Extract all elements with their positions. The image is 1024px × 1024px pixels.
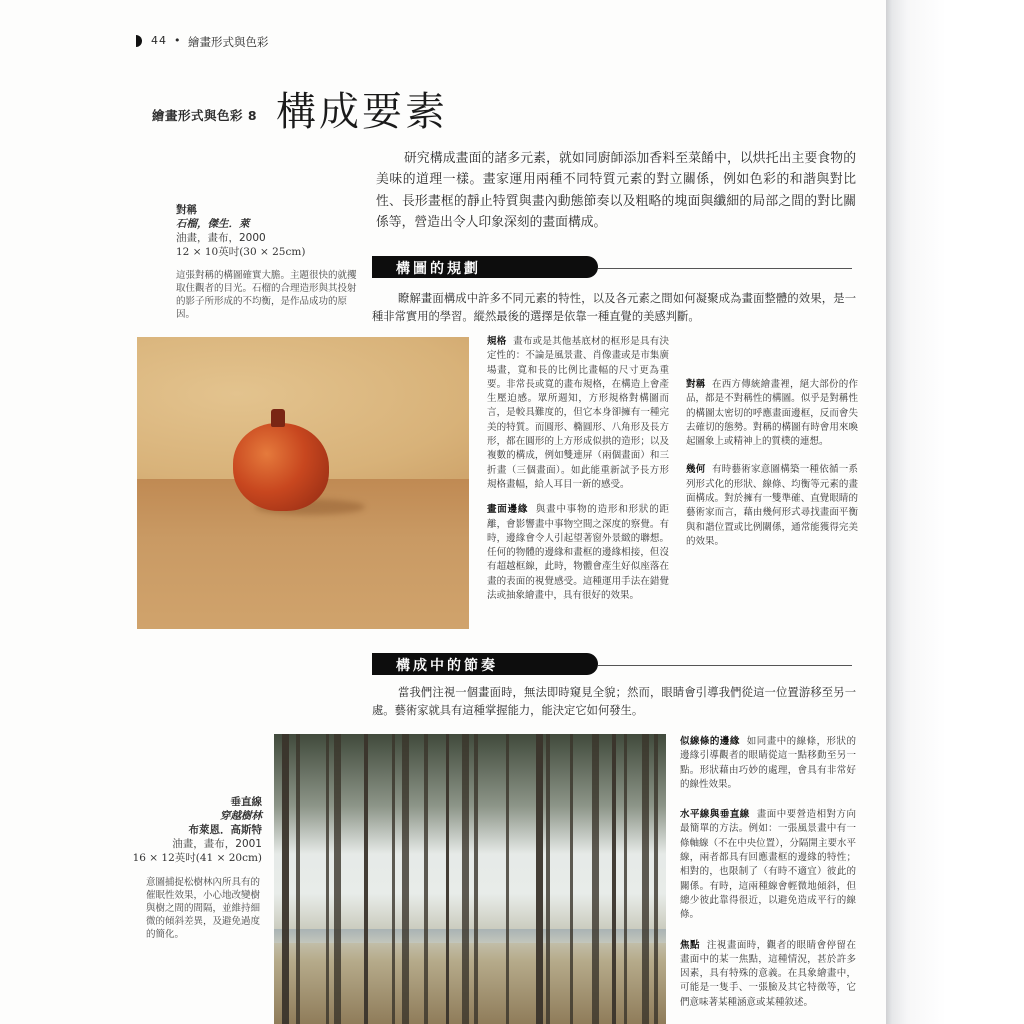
term-text: 在西方傳統繪畫裡，絕大部份的作品，都是不對稱性的構圖。似乎是對稱性的構圖太密切的呼應畫面邊框，反而會失去確切的態勢。對稱的構圖有時會用來喚起圖象上或精神上的質樸的連想。 — [686, 379, 858, 448]
caption-vertical — [120, 795, 262, 865]
section-rule — [598, 665, 852, 666]
tree-trunk — [536, 734, 543, 1024]
tree-trunk — [282, 734, 289, 1024]
tree-trunk — [612, 734, 616, 1024]
tree-trunk — [642, 734, 649, 1024]
page-title: 構成要素 — [276, 89, 448, 135]
caption-medium: 油畫，畫布，2001 — [172, 838, 262, 850]
pomegranate-crown — [271, 409, 285, 427]
book-spine-shadow — [886, 0, 1024, 1024]
caption-symmetry-note: 這張對稱的構圖確實大膽。主題很快的就攫取住觀者的目光。石榴的合理造形與其投射的影子所形成的不均衡，是作品成功的原因。 — [176, 270, 357, 320]
caption-artist: 布萊恩．高斯特 — [188, 824, 262, 836]
section-intro: 瞭解畫面構成中許多不同元素的特性，以及各元素之間如何凝聚成為畫面整體的效果，是一種非常實用的學習。縱然最後的選擇是依靠一種直覺的美感判斷。 — [372, 292, 856, 323]
term-text: 畫面中要營造相對方向最簡單的方法。例如：一張風景畫中有一條軸線（不在中央位置），分隔開主要水平線，兩者都具有回應畫框的邊緣的特性；相對的，也限制了（有時不適宜）彼此的關係。有時，這兩種線會輕微地傾斜，但總少彼此靠得很近，以避免造成平行的線條。 — [680, 809, 856, 921]
section-heading: 構成中的節奏 — [396, 658, 498, 674]
caption-work: 石榴，傑生．萊 — [176, 218, 250, 230]
term-paragraph — [680, 808, 856, 922]
running-header-title: 繪畫形式與色彩 — [188, 35, 269, 49]
section-heading: 構圖的規劃 — [396, 261, 481, 277]
tree-trunk — [624, 734, 627, 1024]
section-rule — [598, 268, 852, 269]
term: 規格 — [487, 336, 507, 347]
page-number: 44 — [151, 34, 167, 47]
term-text: 有時藝術家意圖構築一種依循一系列形式化的形狀、線條、均衡等元素的畫面構成。對於擁有一雙準確、直覺眼睛的藝術家而言，藉由幾何形式尋找畫面平衡與和諧位置或比例關係，通常能獲得完美的效果。 — [686, 464, 858, 547]
text-column-right — [686, 378, 858, 560]
page-marker — [136, 35, 142, 47]
caption-vertical-note: 意圖捕捉松樹林內所具有的催眠性效果，小心地改變樹與樹之間的間隔，並維持細微的傾斜差異，及避免過度的簡化。 — [146, 877, 261, 940]
term: 對稱 — [686, 379, 706, 390]
tree-trunk — [334, 734, 341, 1024]
caption-symmetry — [176, 203, 366, 259]
pomegranate-painting — [137, 337, 469, 629]
term: 幾何 — [686, 464, 706, 476]
caption-title: 垂直線 — [230, 796, 262, 808]
section-heading-bar — [372, 653, 598, 675]
text-column-rhythm — [680, 735, 856, 1021]
caption-size: 12 × 10英吋(30 × 25cm) — [176, 246, 306, 258]
term: 焦點 — [680, 939, 700, 951]
term-paragraph — [680, 939, 856, 1010]
chapter-label: 繪畫形式與色彩 8 — [152, 108, 258, 123]
caption-size: 16 × 12英吋(41 × 20cm) — [132, 852, 262, 864]
term: 水平線與垂直線 — [680, 809, 750, 821]
tree-trunk — [654, 734, 658, 1024]
term-text: 畫布或是其他基底材的框形是具有決定性的：不論是風景畫、肖像畫或是市集廣場畫，寬和長的比例比畫幅的尺寸更為重要。非常長或寬的畫布規格，在構造上會產生壓迫感。眾所週知，方形規格對構圖而言，是較具難度的，但它本身卻擁有一種完美的特質。而圓形、橢圓形、八角形及長方形，都在圓形的上方形成似拱的造形；以及複數的構成，例如雙連屏（兩個畫面）和三折畫（三個畫面）。如此能重新試予長方形規格畫幅，給人耳目一新的感受。 — [487, 336, 669, 490]
term: 畫面邊緣 — [487, 504, 529, 516]
tree-trunk — [326, 734, 329, 1024]
tree-trunk — [392, 734, 395, 1024]
forest-painting — [274, 734, 666, 1024]
term-paragraph — [487, 335, 669, 492]
caption-title: 對稱 — [176, 204, 197, 216]
tree-trunk — [296, 734, 300, 1024]
term-text: 注視畫面時，觀者的眼睛會停留在畫面中的某一焦點，這種情況，甚於許多因素，具有特殊的意義。在具象繪畫中，可能是一隻手、一張臉及其它特徵等，它們意味著某種涵意或某種敘述。 — [680, 939, 856, 1008]
tree-trunk — [546, 734, 550, 1024]
tree-trunk — [462, 734, 469, 1024]
term-text: 與畫中事物的造形和形狀的距離，會影響畫中事物空間之深度的察覺。有時，邊緣會令人引起望著窗外景緻的聯想。任何的物體的邊緣和畫框的邊緣相接，但沒有超越框線，此時，物體會產生好似座落在畫的表面的視覺感受。這種運用手法在錯覺法或抽象繪畫中，具有很好的效果。 — [487, 504, 669, 602]
term: 似線條的邊緣 — [680, 736, 740, 747]
tree-trunk — [570, 734, 573, 1024]
tree-trunk — [474, 734, 478, 1024]
term-text: 如同畫中的線條，形狀的邊緣引導觀者的眼睛從這一點移動至另一點。形狀藉由巧妙的處理，會具有非常好的線性效果。 — [680, 736, 856, 790]
tree-trunk — [424, 734, 428, 1024]
intro-paragraph: 研究構成畫面的諸多元素，就如同廚師添加香料至菜餚中，以烘托出主要食物的美味的道理一樣。畫家運用兩種不同特質元素的對立關係，例如色彩的和諧與對比性、長形畫框的靜止特質與畫內動態節奏以及粗略的塊面與纖細的局部之間的對比關係等，營造出令人印象深刻的畫面構成。 — [376, 151, 856, 231]
forest-horizon — [274, 929, 666, 943]
tree-trunk — [592, 734, 599, 1024]
tree-trunk — [402, 734, 409, 1024]
term-paragraph — [680, 735, 856, 792]
header-separator: • — [174, 34, 181, 47]
caption-work: 穿越樹林 — [220, 810, 262, 822]
caption-medium: 油畫，畫布，2000 — [176, 232, 266, 244]
pomegranate-fruit — [233, 423, 329, 511]
term-paragraph — [487, 503, 669, 603]
tree-trunk — [364, 734, 368, 1024]
forest-canopy — [274, 734, 666, 854]
tree-trunk — [446, 734, 449, 1024]
tree-trunk — [506, 734, 509, 1024]
section-heading-bar — [372, 256, 598, 278]
section-intro: 當我們注視一個畫面時，無法即時窺見全貌；然而，眼睛會引導我們從這一位置游移至另一處。藝術家就具有這種掌握能力，能決定它如何發生。 — [372, 686, 856, 717]
term-paragraph — [686, 378, 858, 449]
term-paragraph — [686, 463, 858, 549]
text-column-left — [487, 335, 669, 614]
